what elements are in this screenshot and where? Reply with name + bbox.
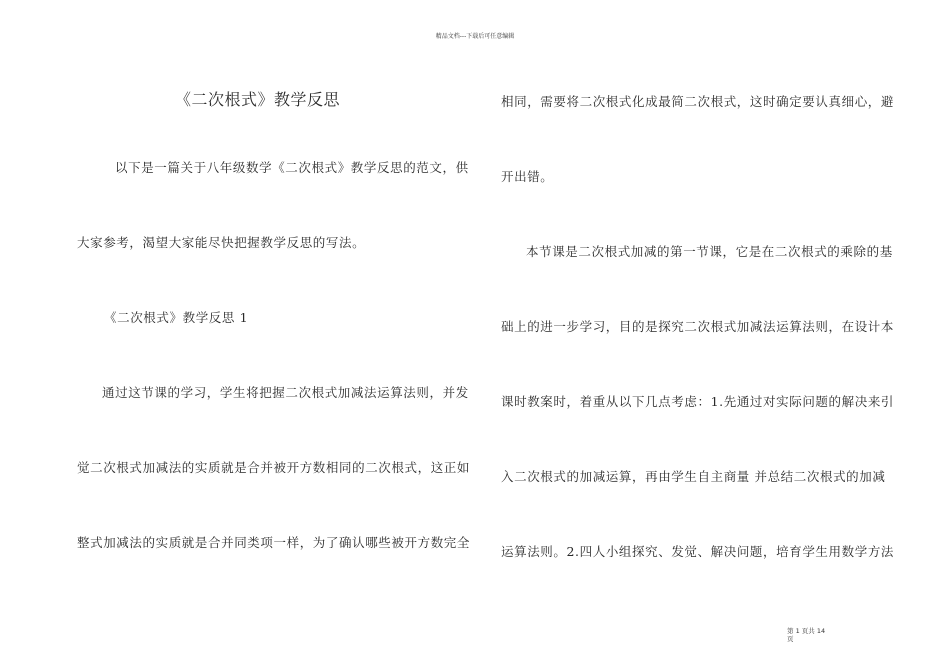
document-title: 《二次根式》教学反思: [175, 90, 341, 109]
paragraph-line: 大家参考，渴望大家能尽快把握教学反思的写法。: [77, 235, 366, 250]
page-number-line: 第 1 页共 14: [787, 627, 826, 635]
paragraph-line: 开出错。: [501, 169, 554, 184]
paragraph-line: 通过这节课的学习，学生将把握二次根式加减法运算法则，并发: [102, 385, 469, 400]
section-heading: 《二次根式》教学反思 1: [104, 310, 249, 325]
paragraph-line: 以下是一篇关于八年级数学《二次根式》教学反思的范文，供: [115, 160, 469, 175]
page-number: [787, 627, 847, 643]
paragraph-line: 相同，需要将二次根式化成最简二次根式，这时确定要认真细心，避: [501, 94, 895, 109]
page-number-line: 页: [787, 635, 794, 643]
paragraph-line: 觉二次根式加减法的实质就是合并被开方数相同的二次根式，这正如: [77, 460, 471, 475]
paragraph-line: 入二次根式的加减运算，再由学生自主商量 并总结二次根式的加减: [501, 469, 886, 484]
paragraph-line: 本节课是二次根式加减的第一节课，它是在二次根式的乘除的基: [526, 244, 893, 259]
paragraph-line: 整式加减法的实质就是合并同类项一样，为了确认哪些被开方数完全: [77, 535, 471, 550]
page-header: 精品文档---下载后可任意编辑: [435, 33, 515, 40]
paragraph-line: 础上的进一步学习，目的是探究二次根式加减法运算法则，在设计本: [501, 319, 895, 334]
paragraph-line: 课时教案时，着重从以下几点考虑：1.先通过对实际问题的解决来引: [501, 394, 895, 409]
paragraph-line: 运算法则。2.四人小组探究、发觉、解决问题，培育学生用数学方法: [501, 544, 895, 559]
